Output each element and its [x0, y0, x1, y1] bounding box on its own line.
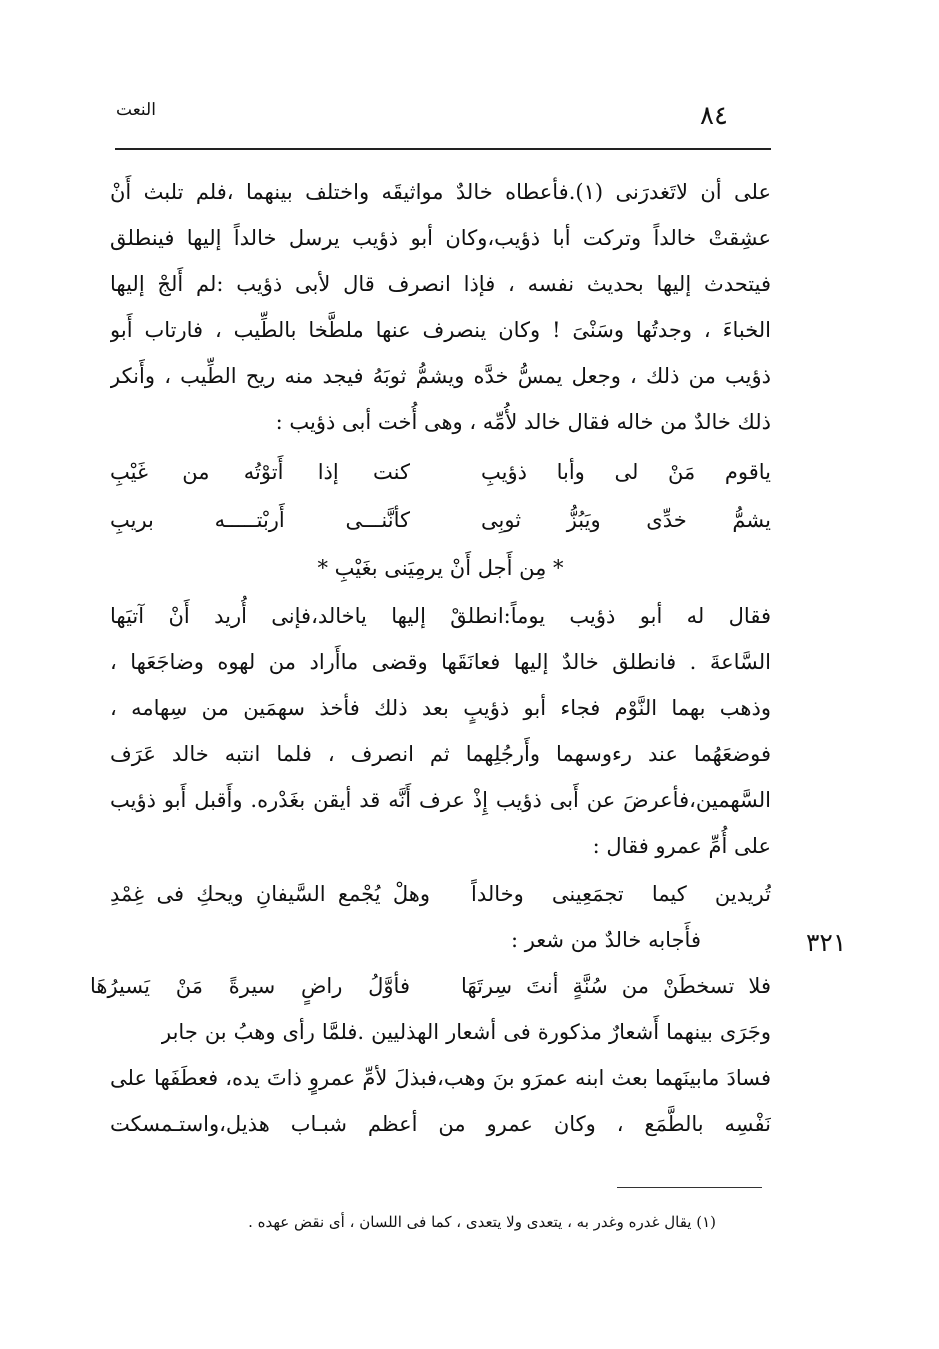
verse-hemistich: ياقوم مَنْ لى وأبا ذؤيبِ: [481, 460, 771, 484]
header-rule: [115, 148, 771, 150]
text-line: فوضعَهُما عند رءوسهما وأَرجُلِهما ثم انصرف ، فلما انتبه خالد عَرَف: [110, 742, 771, 766]
running-header: النعت: [116, 100, 156, 120]
verse-hemistich: يشمُّ خدِّى ويَبُزُّ ثوبِى: [481, 508, 771, 532]
text-line: السَّهمين،فأعرضَ عن أَبى ذؤيب إِذْ عرف أَنَّه قد أيقن بغَدْره. وأَقبل أَبو ذؤيب: [110, 788, 771, 812]
text-line: عشِقتْ خالداً وتركت أبا ذؤيب،وكان أبو ذؤيب يرسل خالداً إليها فينطلق: [110, 226, 771, 250]
text-line: ذلك خالدٌ من خاله فقال خالد لأُمِّه ، وهى أُخت أبى ذؤيب :: [275, 410, 771, 434]
text-line: وجَرَى بينهما أَشعارٌ مذكورة فى أشعار الهذليين .فلمَّا رأى وهبُ بن جابر: [161, 1020, 771, 1044]
text-line: وذهب بهما النَّوْم فجاء أبو ذؤيبٍ بعد ذلك فأخذ سهمَين من سِهامه ،: [110, 696, 771, 720]
text-line: الخباءَ ، وجدتُها وسَنْىَ ! وكان ينصرف عنها ملطَّخا بالطِّيب ، فارتاب أَبو: [110, 318, 771, 342]
text-line: على أن لاتَغدرَنى (١).فأعطاه خالدٌ مواثيقَه واختلف بينهما ،فلم تلبث أَنْ: [110, 180, 771, 204]
verse-hemistich: وهلْ يُجْمع السَّيفانِ ويحكِ فى غِمْدِ: [110, 882, 430, 906]
verse-tail: * مِن أَجل أَنْ يرمِيَنى بغَيْبِ *: [317, 556, 564, 580]
text-line: فقال له أبو ذؤيب يوماً:انطلقْ إليها ياخالد،فإنى أُريد أَنْ آتيَها: [110, 604, 771, 628]
verse-line: [110, 872, 771, 916]
text-line: فيتحدث إليها بحديث نفسه ، فإذا انصرف قال لأبى ذؤيب :لم أَلجْ إليها: [110, 272, 771, 296]
text-line: ذؤيب من ذلك ، وجعل يمسُّ خدَّه ويشمُّ ثوبَهُ فيجد منه ريح الطِّيب ، وأَنكر: [110, 364, 771, 388]
text-line: فأَجابه خالدٌ من شعر :: [510, 928, 701, 952]
margin-reference-number: ٣٢١: [806, 928, 847, 957]
footnote: (١) يقال غدره وغدر به ، يتعدى ولا يتعدى ، كما فى اللسان ، أى نقض عهده .: [248, 1213, 716, 1231]
footnote-rule: [617, 1187, 762, 1188]
verse-hemistich: فلا تسخطَنْ من سُنَّةٍ أنتَ سِرتَهَا: [461, 974, 771, 998]
text-line: فسادَ مابينَهما بعث ابنه عمرَو بنَ وهب،فبذلَ لأمِّ عمروٍ ذاتَ يده، فعطَفَها على: [110, 1066, 771, 1090]
text-line: على أُمِّ عمرو فقال :: [592, 834, 771, 858]
verse-line: [110, 450, 771, 494]
verse-hemistich: كأنَّنـــى أَربْتـــــه بريبِ: [110, 508, 410, 532]
text-line: السَّاعةَ . فانطلق خالدٌ إليها فعانَقَها وقضى ماأَراد من لهوه وضاجَعَها ،: [110, 650, 771, 674]
page-number: ٨٤: [700, 101, 728, 131]
verse-hemistich: كنت إذا أَتوْتُه من غَيْبِ: [110, 460, 410, 484]
text-line: نَفْسِه بالطَّمَع ، وكان عمرو من أعظم شبـاب هذيل،واستـمسكت: [110, 1112, 771, 1136]
verse-hemistich: فأوَّلُ راضٍ سيرةً مَنْ يَسيرُهَا: [90, 974, 410, 998]
verse-line: [90, 964, 771, 1008]
verse-line: [110, 498, 771, 542]
verse-hemistich: تُريدين كيما تجمَعِينى وخالداً: [471, 882, 771, 906]
